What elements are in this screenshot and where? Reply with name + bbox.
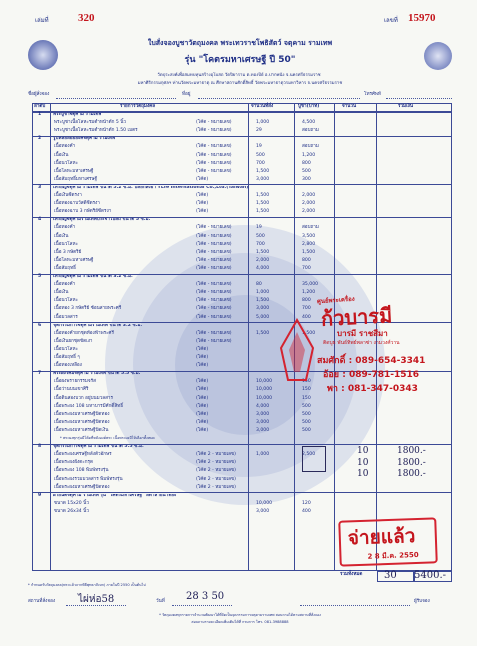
section-title: เหรียญจตุคาม รามเทพ ขนาด 3.2 ซ.ม. [53,275,133,279]
item-name: เนื้อนวโลหะ [54,160,78,166]
item-limit: 3,000 [256,427,270,433]
section-title: เหรียญจตุคาม รามเทพ ขนาด 5.2 ซ.ม. ปลอกลงยา YLYe International Co.,Ltd.(Taiwan) [53,185,249,190]
item-limit: 10,000 [256,395,273,401]
total-amount: 5400.- [414,570,447,581]
section-title: พระผงรัศมีจตุคาม รามเทพ ขนาด 5.5 ซ.ม. [53,372,141,377]
item-name: เนื้อพระผง 108 มหาบารมีศักดิ์สิทธิ์ [54,403,123,409]
item-unit: (โค้ด - หมายเลข) [196,338,232,344]
item-limit: 29 [256,128,262,134]
item-name: เนื้อนวโลหะ [54,346,78,352]
item-limit: 1,500 [256,209,270,215]
item-unit: (โค้ด - หมายเลข) [196,290,232,296]
item-unit: (โค้ด - หมายเลข) [196,314,232,320]
item-price: 2,500 [302,452,316,458]
purpose-line: วัดปุระสงค์เพื่อสมทบทุนสร้างอุโบสถ วัดปิยาราม ต.ทองปีย์ อ.ปากพนัง จ.นครศรีธรรมราช [157,73,321,78]
phone-field[interactable] [386,98,452,99]
shop-stamp-addr: ติดบูธ พันธ์ทิพย์พลาซ่า งามวงศ์วาน [323,340,400,346]
item-price: 4,500 [302,120,316,126]
item-name: เนื้อทองคำ [54,225,76,231]
item-price: 800 [302,160,311,166]
item-name: เนื้อโลหะมหาเศรษฐี [54,168,94,174]
item-name: เนื้อพระผง 108 พิมพ์ทรงรุ่น [54,468,109,474]
item-name: เนื้อพระผงมหาเศรษฐีปัดทอง [54,484,110,490]
item-name: เนื้อดินสองบวก อยู่บนมวลสาร [54,395,113,401]
item-name: เนื้อพระผงเศรษฐีหลังตัวอักษร [54,452,112,458]
item-limit: 80 [256,282,262,288]
form-subtitle: รุ่น "โคตรมหาเศรษฐี ปี 50" [184,55,296,65]
item-limit: 1,000 [256,290,270,296]
bottom-note-1: * วัตถุมงคลทุกรายการจำนวนพัฒนาได้ที่จัดเป็นจุดกรรมการจตุคามรามเทพ สอบถามได้ตามสถานที่สั่งจอง [159,613,321,617]
item-unit: (โค้ด - หมายเลข) [196,160,232,166]
item-unit: (โค้ด 2 - หมายเลข) [196,476,236,482]
item-name: พระบูชาเนื้อโลหะรมดำหน้าตัก 1.50 เมตร [54,128,138,134]
section-title: ชุดกรรมการจตุคาม รามเทพ ขนาด 5.5 ซ.ม. [53,445,144,450]
item-price: 150 [302,387,311,393]
item-name: เนื้อทอง 3 กษัตริย์ ซ้อนสายพระศรี [54,306,122,312]
item-unit: (โค้ด - หมายเลข) [196,306,232,312]
item-limit: 700 [256,160,265,166]
item-name: เนื้อสัมฤทธิ์ ๆ [54,355,80,360]
section-note: * พระผงทุกรุ่นมีโค้ดที่หลังองค์พระ เนื้อพระผงมีให้เลือกทั้งหมด [60,436,155,440]
customer-name-label: ชื่อผู้สั่งจอง [28,92,50,97]
item-name: เนื้อโลหะมหาเศรษฐี [54,257,94,263]
number-label: เลขที่ [384,17,398,24]
form-title: ใบสั่งจองบูชาวัตถุมงคล พระเทวราชโพธิสัตว์ จตุคาม รามเทพ [147,39,333,47]
item-price: สอบถาม [302,128,319,134]
shop-stamp-sub: บารมี ราชสีมา [337,329,388,338]
item-unit: (โค้ด) [196,176,209,182]
shop-stamp-phone-2: อ้อย : 089-781-1516 [323,370,420,380]
item-name: เนื้อทองคำยกชุดท้องฟ้าพระศรี [54,330,114,336]
item-unit: (โค้ด) [196,419,209,425]
entry-amount-1[interactable]: 1800.- [397,446,426,456]
item-unit: (โค้ด - หมายเลข) [196,282,232,288]
section-number: 6 [38,322,42,328]
item-name: เนื้อพระผงฝังตะกรุด [54,460,93,466]
item-unit: (โค้ด - หมายเลข) [196,241,232,247]
item-unit: (โค้ด 2 - หมายเลข) [196,468,236,474]
item-unit: (โค้ด - หมายเลข) [196,233,232,239]
item-price: 150 [302,379,311,385]
item-price: 500 [302,427,311,433]
shop-stamp-phone-1: สมศักดิ์ : 089-654-3341 [317,356,426,366]
item-name: เนื้อผงพรายกรรมจรัส [54,379,96,385]
item-unit: (โค้ด) [196,193,209,198]
item-price: 400 [302,314,311,320]
address-label: ที่อยู่ [182,92,191,97]
item-unit: (โค้ด - หมายเลข) [196,265,232,271]
item-unit: (โค้ด - หมายเลข) [196,128,232,134]
item-limit: 1,500 [256,201,270,207]
customer-name-field[interactable] [56,98,176,99]
item-unit: (โค้ด) [196,403,209,409]
item-price: 3,500 [302,233,316,239]
item-price: 120 [302,500,311,506]
item-unit: (โค้ด - หมายเลข) [196,249,232,255]
item-unit: (โค้ด) [196,355,209,360]
item-price: 500 [302,411,311,417]
section-number: 7 [38,371,42,377]
item-name: พระบูชาเนื้อโลหะรมดำหน้าตัก 5 นิ้ว [54,120,126,126]
col-header-no: ลำดับ [34,104,46,109]
item-unit: (โค้ด) [196,411,209,417]
item-price: 2,800 [302,241,316,247]
ceremony-line: มหาศิริกรรมกุศลฯ ท่านวัดพระมหาธาตุ ณ ศึกษาสถานศักดิ์สิทธิ์ วัดพระมหาธาตุวรมหาวิหาร จ.นครศรีธรรมราช [137,81,343,86]
item-price: 500 [302,419,311,425]
item-unit: (โค้ด) [196,346,209,352]
item-price: 1,500 [302,330,316,336]
item-limit: 1,500 [256,249,270,255]
item-price: 300 [302,176,311,182]
item-limit: 4,000 [256,403,270,409]
shop-stamp-phone-3: พา : 081-347-0343 [327,384,418,394]
item-unit: (โค้ด 2 - หมายเลข) [196,484,236,490]
col-header-qty: จำนวน [342,104,357,109]
item-limit: 19 [256,225,262,231]
item-name: ขนาด 15x20 นิ้ว [54,500,89,506]
item-unit: (โค้ด - หมายเลข) [196,120,232,126]
form-number: 15970 [408,12,436,24]
item-name: เนื้อเงิน [54,290,69,296]
item-limit: 700 [256,241,265,247]
entry-amount-2[interactable]: 1800.- [397,458,426,468]
col-header-total: รวมเงิน [398,104,414,109]
item-limit: 1,500 [256,298,270,304]
item-name: เนื้อเงิน [54,233,69,239]
item-unit: (โค้ด) [196,427,209,433]
section-number: 2 [38,136,42,142]
item-name: เนื้อนวโลหะ [54,241,78,247]
section-number: 9 [38,492,42,498]
item-price: สอบถาม [302,144,319,150]
item-price: 2,000 [302,193,316,198]
phone-label: โทรศัพท์ [364,92,381,97]
item-price: 1,500 [302,249,316,255]
item-limit: 1,000 [256,452,270,458]
total-qty: 30 [384,570,397,581]
item-limit: 1,500 [256,330,270,336]
col-header-limit: จำนวนที่สั่ง [251,104,274,109]
item-unit: (โค้ด - หมายเลข) [196,298,232,304]
item-name: เนื้อพระผงรวมมวลสาร พิมพ์ทรงรุ่น [54,476,123,482]
item-limit: 3,000 [256,176,270,182]
item-unit: (โค้ด - หมายเลข) [196,257,232,263]
date-value[interactable]: 28 3 50 [186,591,225,602]
item-limit: 10,000 [256,500,273,506]
item-unit: (โค้ด) [196,387,209,393]
entry-qty-2[interactable]: 10 [357,458,369,468]
section-number: 3 [38,184,42,190]
item-name: เนื้อพระผงมหาเศรษฐีปัดเงิน [54,427,109,433]
item-name: เนื้อมวลสาร [54,314,78,320]
item-name: เนื้อว่านบนเขาศิริ [54,387,89,393]
item-price: 1,200 [302,290,316,296]
item-name: เนื้อทองคำ [54,282,76,288]
item-name: ขนาด 26x34 นิ้ว [54,508,89,514]
item-name: เนื้อ 3 กษัตริย์ [54,249,82,255]
item-price: 700 [302,306,311,312]
item-name: เนื้อเงินซีดรงา [54,193,82,198]
item-limit: 1,000 [256,120,270,126]
item-unit: (โค้ด - หมายเลข) [196,144,232,150]
paid-stamp [338,517,438,566]
item-name: เนื้อทองคำ [54,144,76,150]
item-name: เนื้อทองฉาบวัสดีซีดรงา [54,201,100,207]
item-unit: (โค้ด) [196,379,209,385]
item-price: 500 [302,168,311,174]
item-name: เนื้อเงินยกชุดขัดเงา [54,338,93,344]
temple-seal-left-icon [28,40,58,70]
item-unit: (โค้ด - หมายเลข) [196,330,232,336]
item-unit: (โค้ด - หมายเลข) [196,168,232,174]
section-title: พระบูชาจตุคาม รามเทพ [53,113,102,117]
item-limit: 1,500 [256,168,270,174]
item-unit: (โค้ด) [196,395,209,401]
item-limit: 2,000 [256,257,270,263]
book-label: เล่มที่ [35,17,49,24]
shop-stamp-name: ก้วบารมี [320,303,393,331]
qty-highlight-box [302,446,326,472]
item-price: สอบถาม [302,225,319,231]
item-limit: 3,000 [256,306,270,312]
item-limit: 3,000 [256,419,270,425]
item-name: เนื้อนวโลหะ [54,298,78,304]
item-limit: 4,000 [256,265,270,271]
item-limit: 19 [256,144,262,150]
item-limit: 500 [256,233,265,239]
item-unit: (โค้ด) [196,363,209,369]
item-limit: 500 [256,152,265,158]
total-label: รวมทั้งหมด [340,572,363,577]
paid-stamp-title: จ่ายแล้ว [347,525,416,550]
item-name: เนื้อเงิน [54,152,69,158]
item-price: 2,000 [302,201,316,207]
item-unit: (โค้ด 2 - หมายเลข) [196,460,236,466]
bottom-note-2: สอบถามรายละเอียดเพิ่มเติมได้ที่ กรมการ โทร. 081-3988888 [191,620,289,624]
item-name: เนื้อทองเหลือง [54,363,82,369]
item-name: เนื้อสัมฤทธิ์มหาเศรษฐี [54,176,98,182]
section-title: เหรียญจตุคามรามเทพประจำโบสถ์ ขนาด 5 ซ.ม. [53,218,151,223]
entry-qty-3[interactable]: 10 [357,469,369,479]
col-header-price: บูชา(บาท) [298,104,320,109]
section-title: รูปหล่อลอยองค์จตุคาม รามเทพ [53,137,115,142]
item-limit: 5,000 [256,314,270,320]
date-label: วันที่ [156,599,165,604]
order-place-value[interactable]: ไผ่ห่อ58 [78,594,115,605]
section-number: 5 [38,274,42,279]
shop-stamp [317,295,465,413]
section-number: 8 [38,444,42,450]
item-name: เนื้อทองฉาบ 3 กษัตริย์ซีดรงา [54,209,112,215]
item-limit: 10,000 [256,379,273,385]
item-name: เนื้อสัมฤทธิ์ [54,265,76,271]
col-header-item: รายการวัตถุมงคล [120,104,156,109]
item-price: 800 [302,257,311,263]
item-unit: (โค้ด - หมายเลข) [196,152,232,158]
section-number: 4 [38,217,42,223]
item-price: 500 [302,403,311,409]
item-price: 700 [302,265,311,271]
item-price: 800 [302,298,311,304]
item-unit: (โค้ด - หมายเลข) [196,225,232,231]
item-price: 150 [302,395,311,401]
receiver-signature-field[interactable] [300,605,410,606]
address-field[interactable] [198,98,360,99]
item-price: 35,000 [302,282,319,288]
section-number: 1 [38,112,42,117]
item-limit: 3,000 [256,508,270,514]
temple-seal-right-icon [424,42,452,70]
delivery-note: * กำหนดรับวัตถุมงคล(พระแล้วจากพิธีพุทธาภิเษก) ภายในปี 2550 เป็นต้นไป [28,583,146,587]
item-unit: (โค้ด) [196,209,209,215]
section-title: ผ้ายันต์จตุคาม รามเทพ รุ่น "โคตรมหาเศรษฐี" สีดำลายน้ำทอง [53,493,177,498]
shop-stamp-small: ศูนย์พระเครื่อง [316,295,355,306]
entry-qty-1[interactable]: 10 [357,446,369,456]
item-name: เนื้อพระผงมหาเศรษฐีปัดทอง [54,411,110,417]
book-number: 320 [78,12,95,24]
item-unit: (โค้ด 2 - หมายเลข) [196,452,236,458]
item-price: 1,200 [302,152,316,158]
item-price: 2,000 [302,209,316,215]
entry-amount-3[interactable]: 1800.- [397,469,426,479]
item-limit: 10,000 [256,387,273,393]
item-limit: 3,000 [256,411,270,417]
paid-stamp-date: 2 8 มี.ค. 2550 [367,550,419,561]
item-limit: 1,500 [256,193,270,198]
item-unit: (โค้ด) [196,201,209,207]
order-place-label: สถานที่สั่งจอง [28,599,56,604]
item-name: เนื้อพระผงมหาเศรษฐีปัดทอง [54,419,110,425]
receiver-label: ผู้รับจอง [414,599,430,604]
item-price: 400 [302,508,311,514]
section-title: ชุดกรรมการจตุคามรามเทพ ขนาด 3.2 ซ.ม. [53,323,143,328]
